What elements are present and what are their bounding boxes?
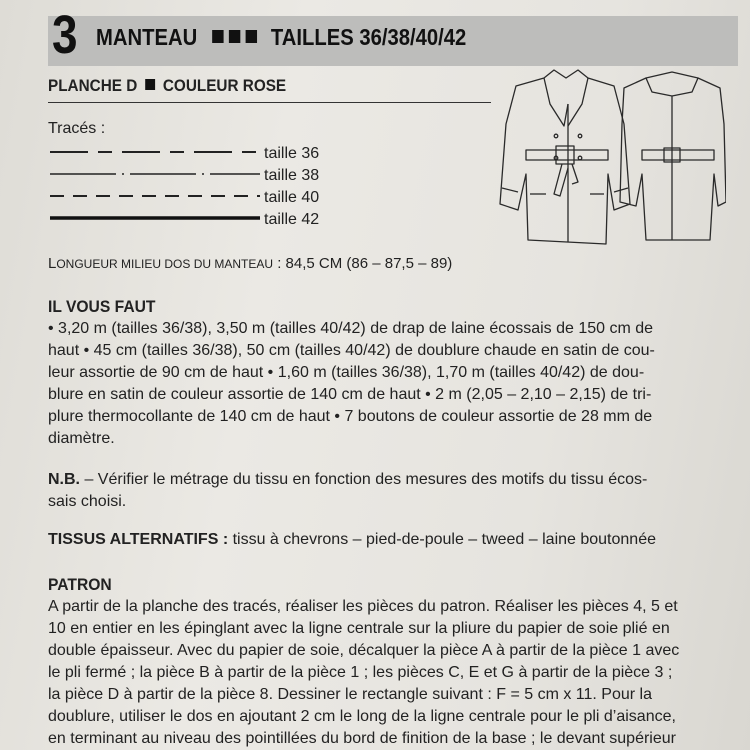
text-line: double épaisseur. Avec du papier de soie, décalquer la pièce A à partir de la pièce 1 avec bbox=[48, 642, 680, 659]
square-bullet-icon bbox=[229, 30, 240, 43]
alternative-fabrics-line bbox=[48, 531, 656, 549]
length-label-cap: L bbox=[48, 255, 57, 272]
alternative-fabrics-text: tissu à chevrons – pied-de-poule – tweed – laine boutonnée bbox=[228, 531, 656, 548]
planche-label: PLANCHE D bbox=[48, 76, 138, 95]
legend-label: taille 38 bbox=[264, 167, 320, 184]
legend-row bbox=[48, 144, 348, 164]
text-line: leur assortie de 90 cm de haut • 1,60 m (tailles 36/38), 1,70 m (tailles 40/42) de dou- bbox=[48, 364, 645, 381]
materials-paragraph bbox=[48, 318, 738, 450]
text-line: en terminant au niveau des pointillées du bord de finition de la base ; le devant supérieur bbox=[48, 730, 676, 747]
line-pattern-icon bbox=[48, 166, 263, 186]
legend-label: taille 42 bbox=[264, 211, 320, 228]
alternative-fabrics-label: TISSUS ALTERNATIFS : bbox=[48, 531, 229, 548]
planche-color: COULEUR ROSE bbox=[162, 76, 287, 95]
legend-row bbox=[48, 188, 348, 208]
text-line: le pli fermé ; la pièce B à partir de la pièce 1 ; les pièces C, E et G à partir de la pièce 3 ; bbox=[48, 664, 673, 681]
divider bbox=[48, 102, 491, 103]
coat-illustration bbox=[496, 64, 726, 254]
text-line: haut • 45 cm (tailles 36/38), 50 cm (tailles 40/42) de doublure chaude en satin de cou- bbox=[48, 342, 655, 359]
text-line: doublure, utiliser le dos en ajoutant 2 cm le long de la ligne centrale pour le pli d’aisance, bbox=[48, 708, 676, 725]
length-value: : 84,5 CM (86 – 87,5 – 89) bbox=[277, 255, 453, 272]
line-pattern-icon bbox=[48, 188, 263, 208]
text-line: 10 en entier en les épinglant avec la ligne centrale sur la pliure du papier de soie plié en bbox=[48, 620, 670, 637]
back-length-line bbox=[48, 255, 452, 272]
section-title bbox=[96, 24, 466, 51]
text-line: sais choisi. bbox=[48, 493, 127, 510]
legend-label: taille 40 bbox=[264, 189, 320, 206]
text-line: diamètre. bbox=[48, 430, 115, 447]
legend-label: taille 36 bbox=[264, 145, 320, 162]
square-bullet-icon bbox=[145, 79, 155, 90]
patron-paragraph bbox=[48, 596, 738, 750]
text-line: A partir de la planche des tracés, réaliser les pièces du patron. Réaliser les pièces 4, 5 et bbox=[48, 598, 678, 615]
legend-row bbox=[48, 166, 348, 186]
text-line: plure thermocollante de 140 cm de haut • 7 boutons de couleur assortie de 28 mm de bbox=[48, 408, 653, 425]
nb-label: N.B. bbox=[48, 471, 80, 488]
nb-paragraph bbox=[48, 469, 738, 513]
length-label: ONGUEUR MILIEU DOS DU MANTEAU bbox=[56, 257, 274, 271]
planche-line bbox=[48, 76, 286, 96]
square-bullet-icon bbox=[246, 30, 257, 43]
heading-patron: PATRON bbox=[48, 575, 112, 594]
sizes-text: TAILLES 36/38/40/42 bbox=[270, 24, 467, 50]
heading-il-vous-faut: IL VOUS FAUT bbox=[48, 297, 156, 316]
section-number: 3 bbox=[52, 5, 78, 65]
line-pattern-icon bbox=[48, 144, 263, 164]
line-pattern-icon bbox=[48, 210, 263, 230]
text-line: • 3,20 m (tailles 36/38), 3,50 m (tailles 40/42) de drap de laine écossais de 150 cm de bbox=[48, 320, 654, 337]
title-text: MANTEAU bbox=[96, 24, 198, 50]
text-line: – Vérifier le métrage du tissu en fonction des mesures des motifs du tissu écos- bbox=[80, 471, 648, 488]
legend-row bbox=[48, 210, 348, 230]
text-line: blure en satin de couleur assortie de 140 cm de haut • 2 m (2,05 – 2,10 – 2,15) de tri- bbox=[48, 386, 652, 403]
square-bullet-icon bbox=[213, 30, 224, 43]
traces-title: Tracés : bbox=[48, 120, 106, 137]
text-line: la pièce D à partir de la pièce 8. Dessiner le rectangle suivant : F = 5 cm x 11. Pour la bbox=[48, 686, 652, 703]
